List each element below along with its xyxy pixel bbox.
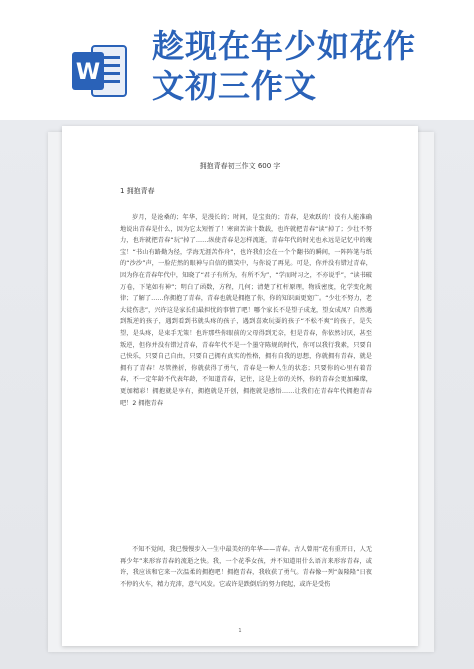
title-line-2: 文初三作文 xyxy=(152,67,318,105)
word-document-icon xyxy=(70,40,130,102)
page-title xyxy=(152,26,462,106)
paragraph-2: 不知不觉间，我已慢慢步入一生中最美好的年华——青春。古人曾用“花有重开日，人无再少年”来形容青春的流逝之快。我，一个花季女孩，并不知道用什么语言来形容青春，或许，我应该和它来一次温柔的拥抱吧！拥抱青春，我收获了勇气。青春像一列“轰隆隆”日夜不停的火车，精力充沛，意气风发。它或许是跌倒后的努力爬起，或许是受伤 xyxy=(120,546,372,588)
header xyxy=(0,0,474,130)
document-title: 拥抱青春初三作文 600 字 xyxy=(199,162,281,170)
logo-letter: W xyxy=(75,60,101,85)
document-page xyxy=(62,126,418,646)
section-heading: 1 拥抱青春 xyxy=(120,187,155,195)
page-number: 1 xyxy=(238,628,242,634)
paragraph-1: 岁月，是沧桑的；年华，是漫长的；时间，是宝贵的；青春，是欢跃的！没有人能准确地说出青春是什么，因为它太短暂了！寒窗苦读十数载，也许就把青春“读”掉了；少壮不努力，也许就把青春“玩”掉了……纵使青春是怎样流逝，青春年代的时光也永远是记忆中的瑰宝！“书山有路勤为径，学海无涯苦作舟”，也许我们会在一个个翻书的瞬间，一阵阵笔与纸的“沙沙”声，一脸茫然的眼神与自信的微笑中，与你说了再见。可是，你并没有错过青春，因为你在青春年代中，知晓了“君子有所为，有所不为”，“学而时习之，不亦说乎”，“读书破万卷，下笔如有神”；明白了函数，方程，几何；清楚了杠杆原理，物质密度，化学变化规律；了解了……你拥抱了青春，青春也就是拥抱了你，你的知识面更宽广。“少壮不努力，老大徒伤悲”，兴许这是家长们最担忧的事情了吧！哪个家长不是望子成龙，望女成凤？自然遇到叛逆的孩子，遇到看到书就头疼的孩子，遇到喜欢玩耍的孩子“不松不爽”的孩子，是失望，是头疼，是束手无策！也许那些你眼前的父母得到无奈，但是青春，你依然讨厌，甚至叛逆，但你并没有错过青春，青春年代不是一个墨守陈规的时代，你可以我行我素，只要自己快乐，只要自己自由，只要自己拥有真实的性格，拥有自我的思想，你就拥有青春，就是拥有了青春！尽管挫折，你就获得了勇气，青春是一种人生的状态；只要你的心里有着青春，不一定年龄不代表年龄，不知道青春，记住，这是上帝的关怀，你的青春会更加璀璨，更加精彩！拥抱就是享有，拥抱就是开创，拥抱就是感悟……让我们在青春年代拥抱青春吧！2 拥抱青春 xyxy=(120,214,372,407)
title-line-1: 趁现在年少如花作 xyxy=(152,27,417,65)
